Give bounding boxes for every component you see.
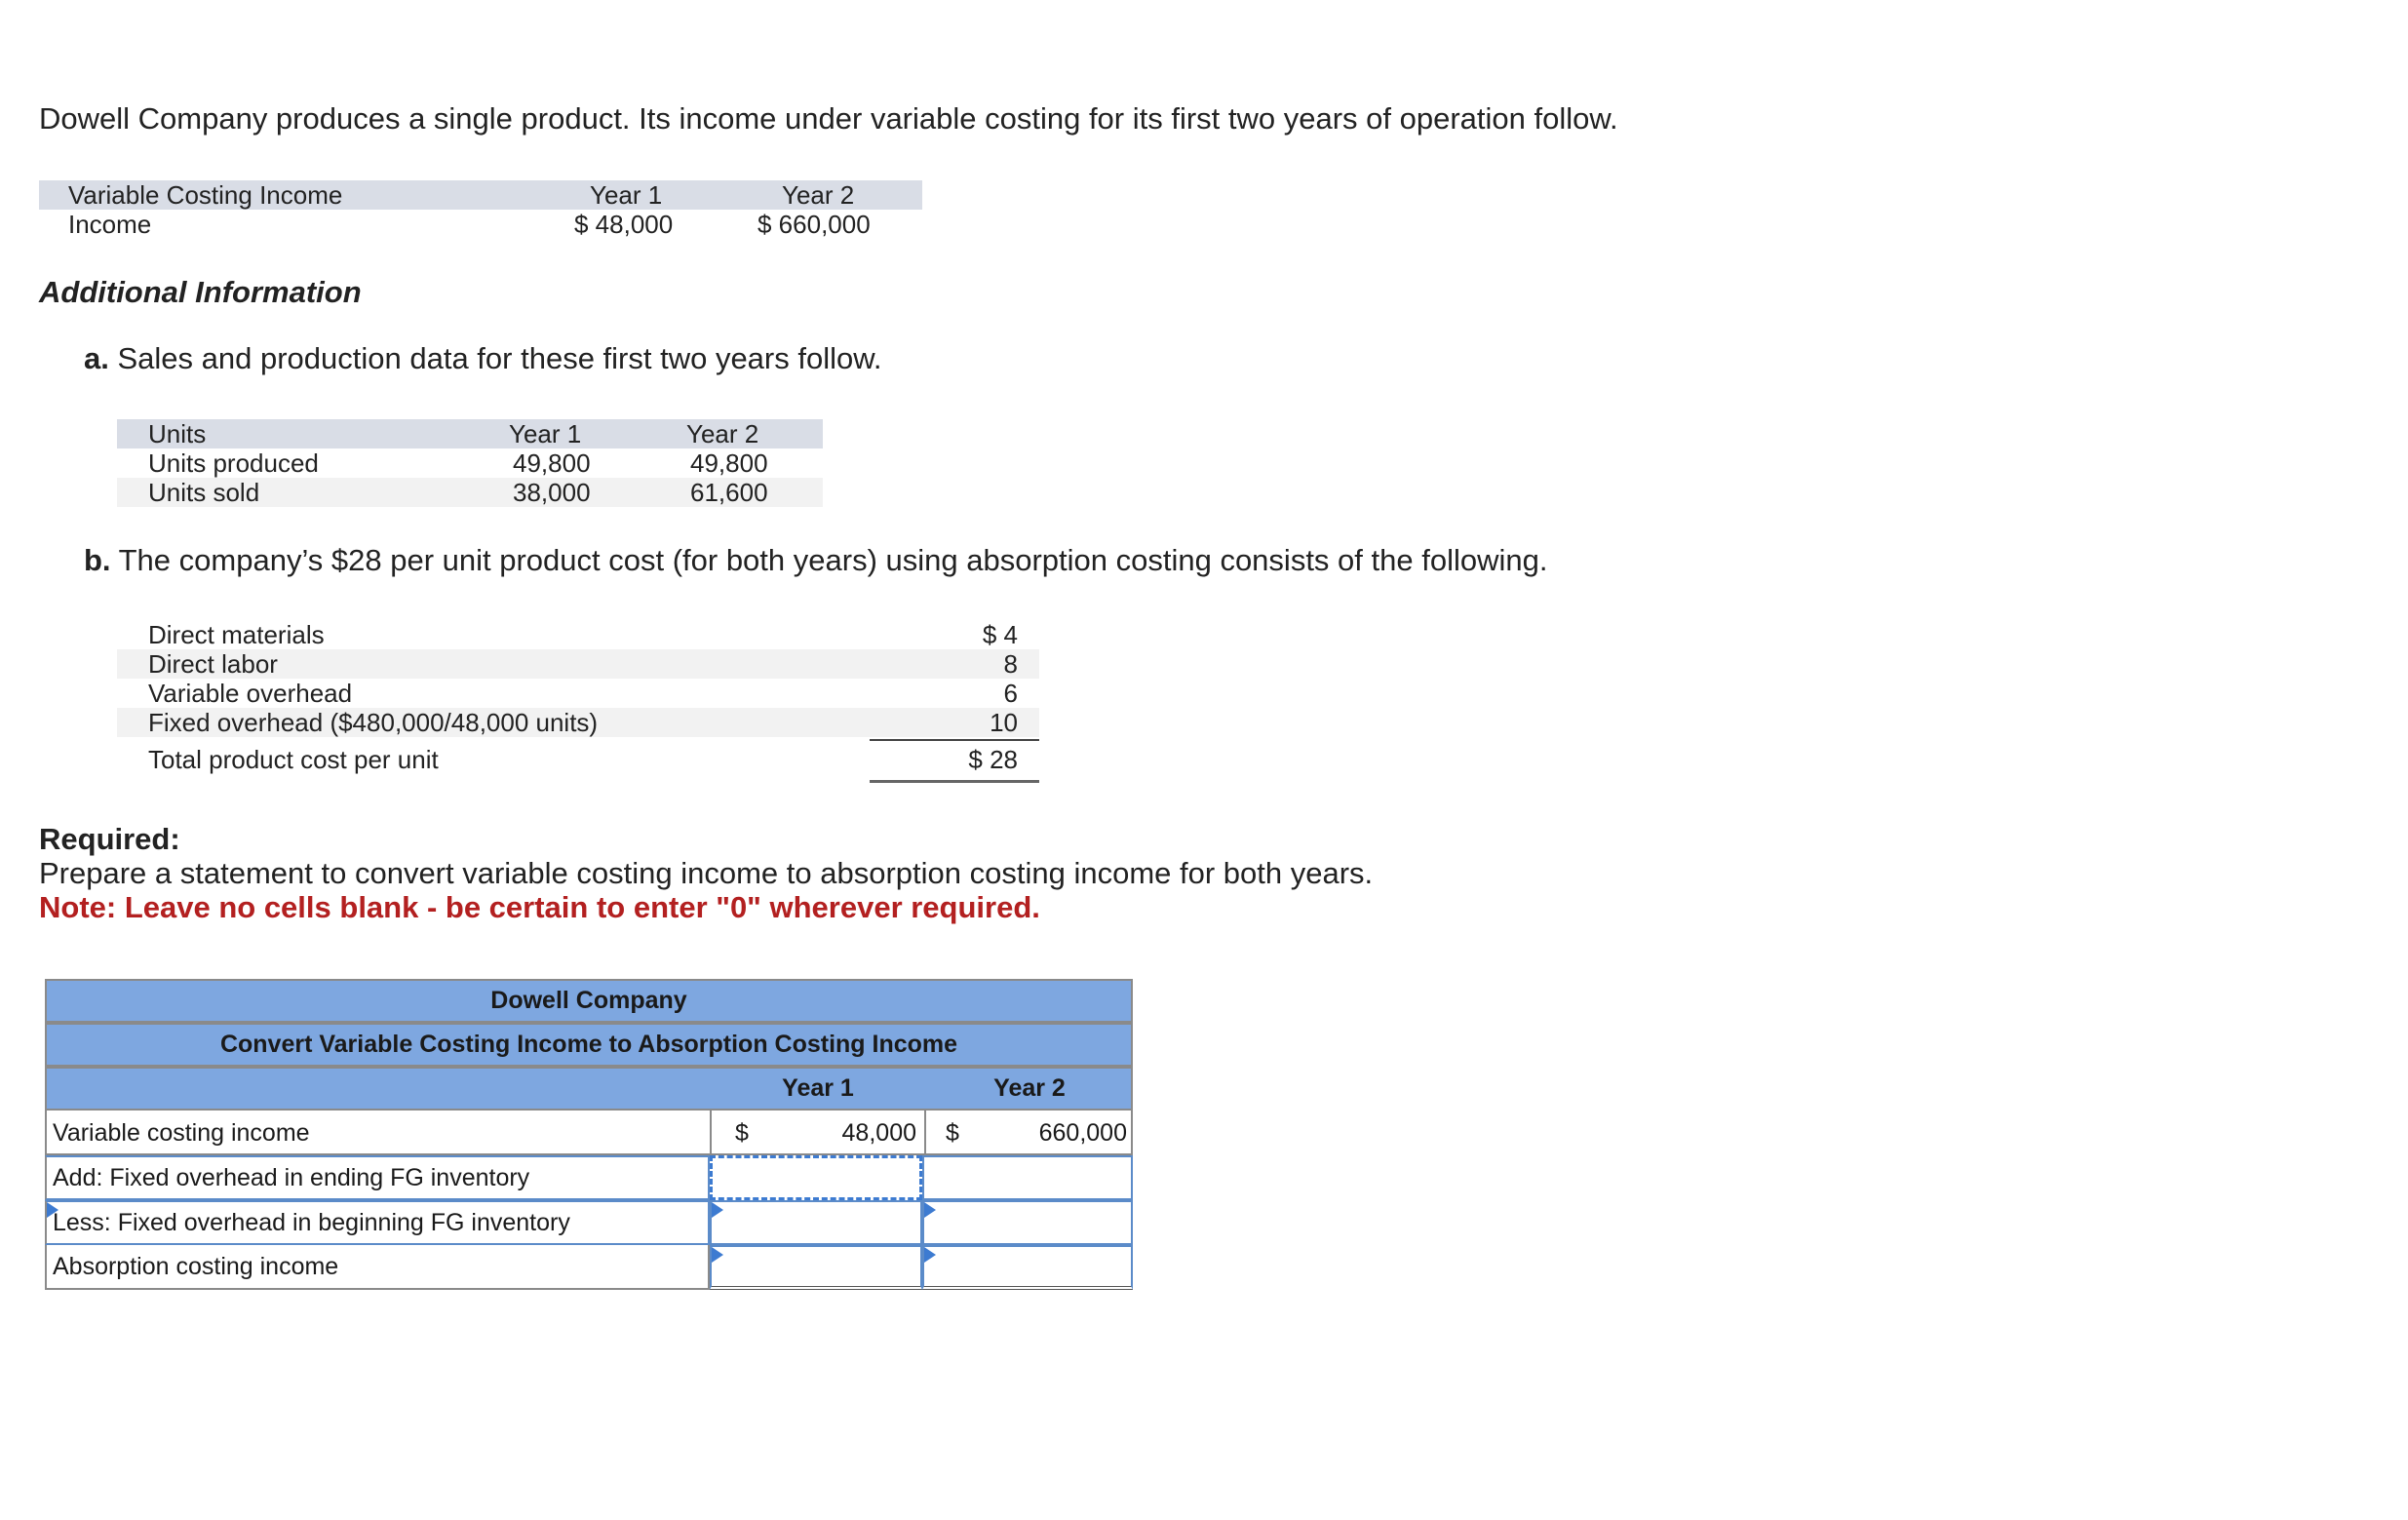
item-b-text: The company’s $28 per unit product cost (for both years) using absorption costing consists of the following. xyxy=(118,543,1548,577)
answer-company-name: Dowell Company xyxy=(490,987,687,1014)
absorption-year1-input[interactable] xyxy=(710,1245,922,1290)
currency-symbol: $ xyxy=(946,1118,959,1147)
units-header-year2: Year 2 xyxy=(686,419,759,448)
cost-row xyxy=(117,620,1039,649)
answer-title: Convert Variable Costing Income to Absorption Costing Income xyxy=(219,1031,958,1058)
cost-total-label: Total product cost per unit xyxy=(148,745,439,774)
row-label-text: Add: Fixed overhead in ending FG inventory xyxy=(53,1163,530,1191)
units-produced-year1: 49,800 xyxy=(513,448,591,478)
cost-row-value: 10 xyxy=(990,708,1018,737)
cost-row xyxy=(117,679,1039,708)
less-beginning-year1-input[interactable] xyxy=(710,1200,922,1245)
item-b xyxy=(84,543,1547,578)
cost-row-label: Fixed overhead ($480,000/48,000 units) xyxy=(148,708,599,737)
absorption-year2-input[interactable] xyxy=(922,1245,1133,1290)
answer-year2-cell xyxy=(926,1111,1133,1155)
answer-column-header xyxy=(45,1067,1133,1111)
row-label-text: Variable costing income xyxy=(53,1118,310,1147)
cost-row-label: Variable overhead xyxy=(148,679,353,708)
answer-col-year2: Year 2 xyxy=(993,1074,1066,1102)
currency-symbol: $ xyxy=(735,1118,749,1147)
income-table xyxy=(39,180,922,243)
answer-year1-cell xyxy=(712,1111,924,1155)
input-marker-icon xyxy=(712,1247,723,1263)
income-row-year1: $ 48,000 xyxy=(574,210,674,239)
income-table-row xyxy=(39,210,922,239)
answer-title-band xyxy=(45,1023,1133,1067)
units-table xyxy=(117,419,823,509)
units-table-header xyxy=(117,419,823,448)
answer-year2-value: 660,000 xyxy=(1038,1118,1127,1147)
cost-row xyxy=(117,708,1039,737)
units-sold-year1: 38,000 xyxy=(513,478,591,507)
answer-row-less-beginning xyxy=(45,1200,1133,1245)
required-title: Required: xyxy=(39,822,180,856)
answer-company-band xyxy=(45,979,1133,1023)
cost-total-value: $ 28 xyxy=(968,745,1018,774)
answer-row-label xyxy=(45,1200,710,1245)
item-b-label: b. xyxy=(84,543,111,577)
additional-info-heading: Additional Information xyxy=(39,275,362,309)
item-a-text: Sales and production data for these first two years follow. xyxy=(117,341,882,375)
cost-row-value: 6 xyxy=(1003,679,1018,708)
income-row-label: Income xyxy=(68,210,152,239)
input-marker-icon xyxy=(924,1247,936,1263)
row-label-text: Less: Fixed overhead in beginning FG inventory xyxy=(53,1208,570,1236)
income-row-year2: $ 660,000 xyxy=(757,210,871,239)
cost-table xyxy=(117,620,1039,788)
answer-row-variable-income xyxy=(45,1111,1133,1155)
answer-row-label xyxy=(53,1111,706,1155)
cost-row-label: Direct labor xyxy=(148,649,278,679)
input-marker-icon xyxy=(924,1202,936,1218)
units-produced-year2: 49,800 xyxy=(690,448,768,478)
units-header-label: Units xyxy=(148,419,207,448)
income-header-label: Variable Costing Income xyxy=(68,180,343,210)
answer-col-year1: Year 1 xyxy=(782,1074,854,1102)
cost-total-rule xyxy=(870,780,1039,783)
units-row-produced xyxy=(117,448,823,478)
input-marker-icon xyxy=(47,1202,58,1218)
add-ending-year1-input[interactable] xyxy=(710,1155,922,1200)
required-note: Note: Leave no cells blank - be certain to enter "0" wherever required. xyxy=(39,890,1040,924)
answer-row-label xyxy=(45,1245,710,1290)
cost-total-row xyxy=(117,745,1039,774)
required-text: Prepare a statement to convert variable costing income to absorption costing income for both years. xyxy=(39,856,1374,890)
cost-subtotal-rule xyxy=(870,739,1039,741)
row-label-text: Absorption costing income xyxy=(53,1252,339,1280)
income-table-header xyxy=(39,180,922,210)
units-sold-label: Units sold xyxy=(148,478,260,507)
item-a xyxy=(84,341,882,376)
cost-row xyxy=(117,649,1039,679)
input-marker-icon xyxy=(712,1202,723,1218)
intro-text: Dowell Company produces a single product. Its income under variable costing for its first two years of operation follow. xyxy=(39,101,1618,136)
units-row-sold xyxy=(117,478,823,507)
cost-row-value: 8 xyxy=(1003,649,1018,679)
units-header-year1: Year 1 xyxy=(509,419,582,448)
cost-row-value: $ 4 xyxy=(982,620,1018,649)
less-beginning-year2-input[interactable] xyxy=(922,1200,1133,1245)
add-ending-year2-input[interactable] xyxy=(922,1155,1133,1200)
income-header-year2: Year 2 xyxy=(782,180,855,210)
answer-row-add-ending xyxy=(45,1155,1133,1200)
units-sold-year2: 61,600 xyxy=(690,478,768,507)
item-a-label: a. xyxy=(84,341,109,375)
answer-row-label xyxy=(45,1155,710,1200)
answer-row-absorption-income xyxy=(45,1245,1133,1290)
answer-year1-value: 48,000 xyxy=(841,1118,916,1147)
cost-row-label: Direct materials xyxy=(148,620,325,649)
units-produced-label: Units produced xyxy=(148,448,319,478)
income-header-year1: Year 1 xyxy=(590,180,663,210)
